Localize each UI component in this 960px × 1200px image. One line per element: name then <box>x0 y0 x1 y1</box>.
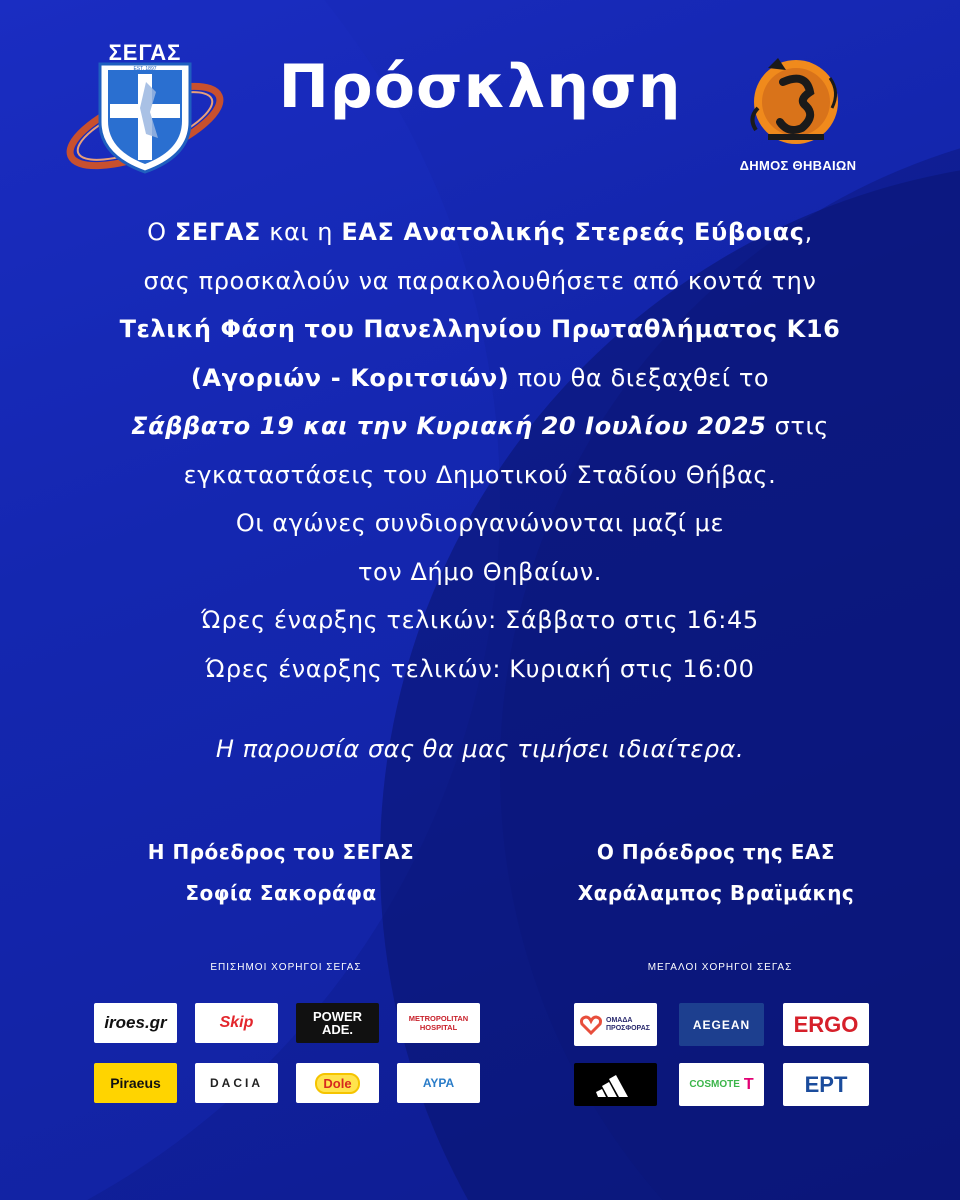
body-line-4: (Αγοριών - Κοριτσιών) που θα διεξαχθεί το <box>190 363 770 392</box>
sponsor-avra-logo: ΑΥΡΑ <box>397 1063 480 1103</box>
segas-logo-text: ΣΕΓΑΣ <box>108 40 182 65</box>
sponsor-powerade-logo: POWER ADE. <box>296 1003 379 1043</box>
signature-segas-name: Σοφία Σακοράφα <box>185 881 377 905</box>
sponsor-cosmote-logo: COSMOTE T <box>679 1063 764 1106</box>
telekom-t-icon: T <box>743 1075 754 1093</box>
sponsor-aegean-logo: AEGEAN <box>679 1003 764 1046</box>
sponsor-dacia-logo: DACIA <box>195 1063 278 1103</box>
sponsor-ergo-logo: ERGO <box>783 1003 869 1046</box>
signature-segas <box>91 832 471 914</box>
sponsor-dole-logo: Dole <box>296 1063 379 1103</box>
signature-eas <box>526 832 906 914</box>
major-sponsors-heading: ΜΕΓΑΛΟΙ ΧΟΡΗΓΟΙ ΣΕΓΑΣ <box>647 962 793 973</box>
segas-logo-est: EST. 1897 <box>133 66 157 72</box>
body-line-1: Ο ΣΕΓΑΣ και η ΕΑΣ Ανατολικής Στερεάς Εύβοιας, <box>147 218 813 246</box>
sponsor-metropolitan-logo: METROPOLITAN HOSPITAL <box>397 1003 480 1043</box>
sponsor-adidas-logo <box>574 1063 657 1106</box>
sponsor-piraeus-logo: Piraeus <box>94 1063 177 1103</box>
signature-segas-role: Η Πρόεδρος του ΣΕΓΑΣ <box>147 840 415 864</box>
body-line-3: Τελική Φάση του Πανελληνίου Πρωταθλήματος Κ16 <box>119 315 841 343</box>
body-line-2: σας προσκαλούν να παρακολουθήσετε από κοντά την <box>143 266 817 295</box>
adidas-stripes-icon <box>596 1073 636 1097</box>
thebes-logo-caption: ΔΗΜΟΣ ΘΗΒΑΙΩΝ <box>739 158 857 173</box>
body-line-6: εγκαταστάσεις του Δημοτικού Σταδίου Θήβας. <box>183 460 777 489</box>
official-sponsors-heading: ΕΠΙΣΗΜΟΙ ΧΟΡΗΓΟΙ ΣΕΓΑΣ <box>210 962 362 973</box>
closing-line: Η παρουσία σας θα μας τιμήσει ιδιαίτερα. <box>215 735 745 763</box>
invitation-body <box>40 208 920 693</box>
start-time-sunday: Ώρες έναρξης τελικών: Κυριακή στις 16:00 <box>205 654 755 683</box>
body-line-8: τον Δήμο Θηβαίων. <box>357 557 603 586</box>
page-title: Πρόσκληση <box>278 52 682 122</box>
sponsor-ert-logo: ΕΡΤ <box>783 1063 869 1106</box>
body-line-5: Σάββατο 19 και την Κυριακή 20 Ιουλίου 2025 στις <box>131 412 829 440</box>
thebes-logo <box>728 48 868 178</box>
sponsor-skip-logo: Skip <box>195 1003 278 1043</box>
signature-eas-role: Ο Πρόεδρος της ΕΑΣ <box>596 840 836 864</box>
heart-icon <box>580 1015 602 1035</box>
eas-name: ΕΑΣ Ανατολικής Στερεάς Εύβοιας <box>341 218 805 246</box>
start-time-saturday: Ώρες έναρξης τελικών: Σάββατο στις 16:45 <box>201 606 759 634</box>
segas-name: ΣΕΓΑΣ <box>174 218 261 246</box>
body-line-7: Οι αγώνες συνδιοργανώνονται μαζί με <box>235 509 725 537</box>
sponsor-iroes-logo: iroes.gr <box>94 1003 177 1043</box>
signature-eas-name: Χαράλαμπος Βραϊμάκης <box>577 881 855 905</box>
event-dates: Σάββατο 19 και την Κυριακή 20 Ιουλίου 2025 <box>131 412 767 440</box>
sponsor-omada-prosforas-logo: ΟΜΑΔΑ ΠΡΟΣΦΟΡΑΣ <box>574 1003 657 1046</box>
